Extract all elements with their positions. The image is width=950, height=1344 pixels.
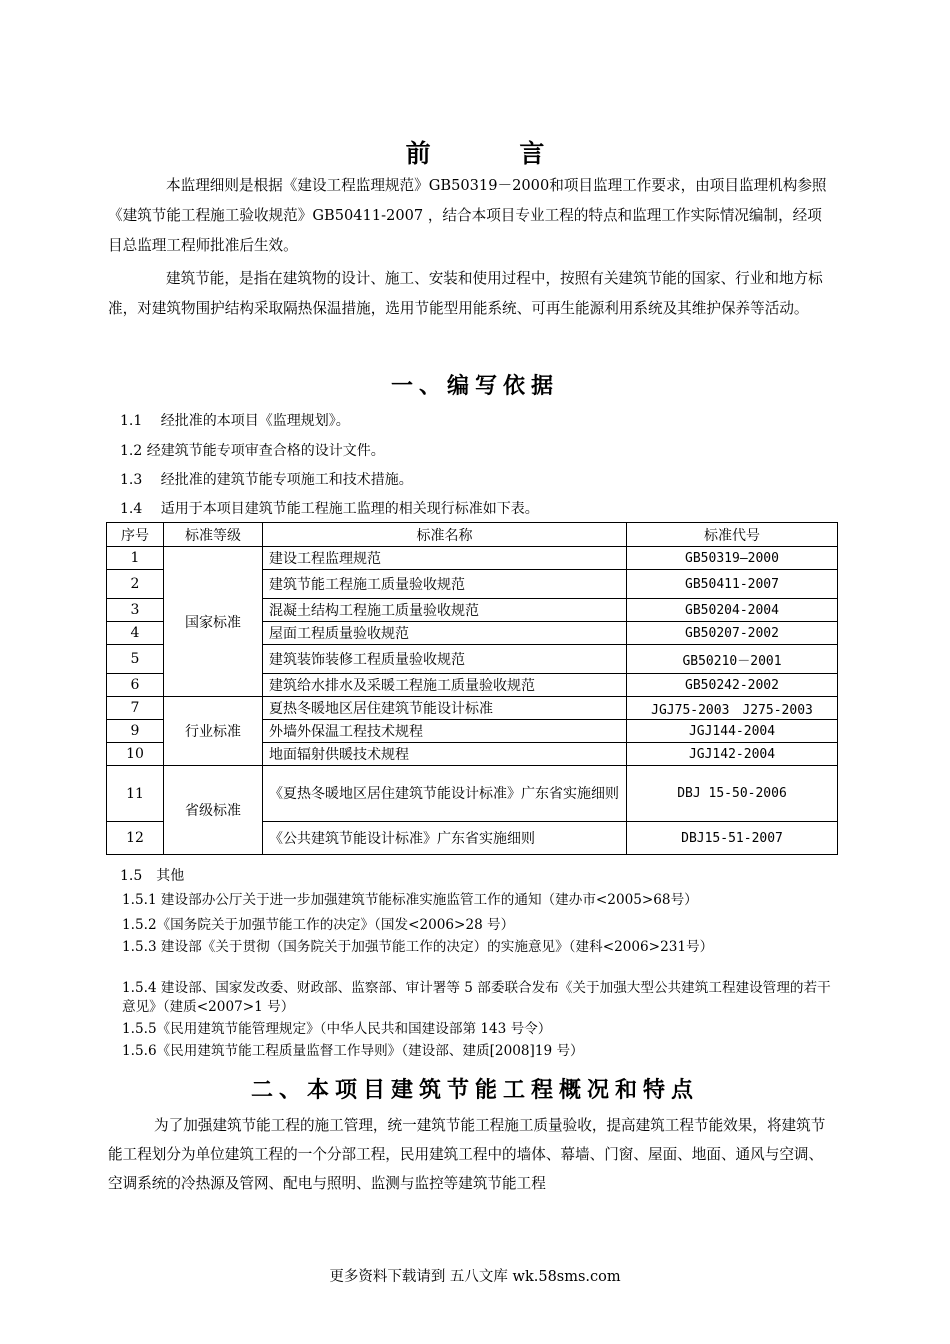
row-name: 建筑装饰装修工程质量验收规范 <box>263 645 627 674</box>
basis-item-3: 1.3 经批准的建筑节能专项施工和技术措施。 <box>120 472 413 488</box>
row-no: 3 <box>107 599 164 622</box>
header-name: 标准名称 <box>263 523 627 547</box>
row-name: 外墙外保温工程技术规程 <box>263 720 627 743</box>
table-row <box>107 547 838 570</box>
row-code: JGJ75-2003 J275-2003 <box>627 697 838 720</box>
row-no: 2 <box>107 570 164 599</box>
header-no: 序号 <box>107 523 164 547</box>
preface-paragraph-1: 本监理细则是根据《建设工程监理规范》GB50319－2000和项目监理工作要求，由项目监理机构参照《建筑节能工程施工验收规范》GB50411-2007 ，结合本项目专业工程的特点和监理工作实际情况编制，经项目总监理工程师批准后生效。 <box>108 177 827 254</box>
standards-table <box>106 522 838 855</box>
other-item-1: 1.5.1 建设部办公厅关于进一步加强建筑节能标准实施监管工作的通知（建办市<2005>68号） <box>122 892 698 908</box>
row-name: 建筑节能工程施工质量验收规范 <box>263 570 627 599</box>
row-name: 《公共建筑节能设计标准》广东省实施细则 <box>263 822 627 855</box>
row-no: 1 <box>107 547 164 570</box>
other-title: 1.5 其他 <box>120 868 185 884</box>
other-item-4: 1.5.4 建设部、国家发改委、财政部、监察部、审计署等 5 部委联合发布《关于加强大型公共建筑工程建设管理的若干意见》（建质<2007>1 号） <box>122 980 831 1015</box>
row-no: 10 <box>107 743 164 766</box>
preface-title: 前 言 <box>405 139 585 168</box>
row-code: GB50204-2004 <box>627 599 838 622</box>
basis-item-2: 1.2 经建筑节能专项审查合格的设计文件。 <box>120 443 385 459</box>
row-no: 4 <box>107 622 164 645</box>
row-no: 11 <box>107 766 164 822</box>
table-header-row <box>107 523 838 547</box>
row-name: 屋面工程质量验收规范 <box>263 622 627 645</box>
row-code: GB50319—2000 <box>627 547 838 570</box>
row-name: 混凝土结构工程施工质量验收规范 <box>263 599 627 622</box>
row-name: 建筑给水排水及采暖工程施工质量验收规范 <box>263 674 627 697</box>
row-code: DBJ 15-50-2006 <box>627 766 838 822</box>
level-industry: 行业标准 <box>164 697 263 766</box>
section1-title: 一、编写依据 <box>390 374 559 399</box>
row-code: GB50210－2001 <box>627 645 838 674</box>
row-no: 6 <box>107 674 164 697</box>
section2-paragraph: 为了加强建筑节能工程的施工管理，统一建筑节能工程施工质量验收，提高建筑工程节能效果，将建筑节能工程划分为单位建筑工程的一个分部工程，民用建筑工程中的墙体、幕墙、门窗、屋面、地面、通风与空调、空调系统的冷热源及管网、配电与照明、监测与监控等建筑节能工程 <box>108 1117 826 1192</box>
basis-item-1: 1.1 经批准的本项目《监理规划》。 <box>120 413 350 429</box>
row-no: 12 <box>107 822 164 855</box>
row-name: 地面辐射供暖技术规程 <box>263 743 627 766</box>
row-no: 7 <box>107 697 164 720</box>
other-item-6: 1.5.6《民用建筑节能工程质量监督工作导则》（建设部、建质[2008]19 号） <box>122 1043 584 1059</box>
table-row <box>107 697 838 720</box>
row-name: 夏热冬暖地区居住建筑节能设计标准 <box>263 697 627 720</box>
row-code: GB50207-2002 <box>627 622 838 645</box>
level-provincial: 省级标准 <box>164 766 263 855</box>
row-code: GB50242-2002 <box>627 674 838 697</box>
header-code: 标准代号 <box>627 523 838 547</box>
row-name: 《夏热冬暖地区居住建筑节能设计标准》广东省实施细则 <box>263 766 627 822</box>
other-item-2: 1.5.2《国务院关于加强节能工作的决定》（国发<2006>28 号） <box>122 917 515 933</box>
table-row <box>107 766 838 822</box>
row-no: 9 <box>107 720 164 743</box>
header-level: 标准等级 <box>164 523 263 547</box>
row-code: JGJ142-2004 <box>627 743 838 766</box>
row-name: 建设工程监理规范 <box>263 547 627 570</box>
row-code: GB50411-2007 <box>627 570 838 599</box>
section2-title: 二、本项目建筑节能工程概况和特点 <box>250 1078 699 1103</box>
footer-note: 更多资料下载请到 五八文库 wk.58sms.com <box>329 1269 621 1285</box>
other-item-3: 1.5.3 建设部《关于贯彻（国务院关于加强节能工作的决定）的实施意见》（建科<2006>231号） <box>122 939 714 955</box>
basis-item-4: 1.4 适用于本项目建筑节能工程施工监理的相关现行标准如下表。 <box>120 501 539 517</box>
row-code: DBJ15-51-2007 <box>627 822 838 855</box>
level-national: 国家标准 <box>164 547 263 697</box>
row-code: JGJ144-2004 <box>627 720 838 743</box>
other-item-5: 1.5.5《民用建筑节能管理规定》（中华人民共和国建设部第 143 号令） <box>122 1021 552 1037</box>
preface-paragraph-2: 建筑节能，是指在建筑物的设计、施工、安装和使用过程中，按照有关建筑节能的国家、行业和地方标准，对建筑物围护结构采取隔热保温措施，选用节能型用能系统、可再生能源利用系统及其维护保养等活动。 <box>108 270 823 317</box>
row-no: 5 <box>107 645 164 674</box>
